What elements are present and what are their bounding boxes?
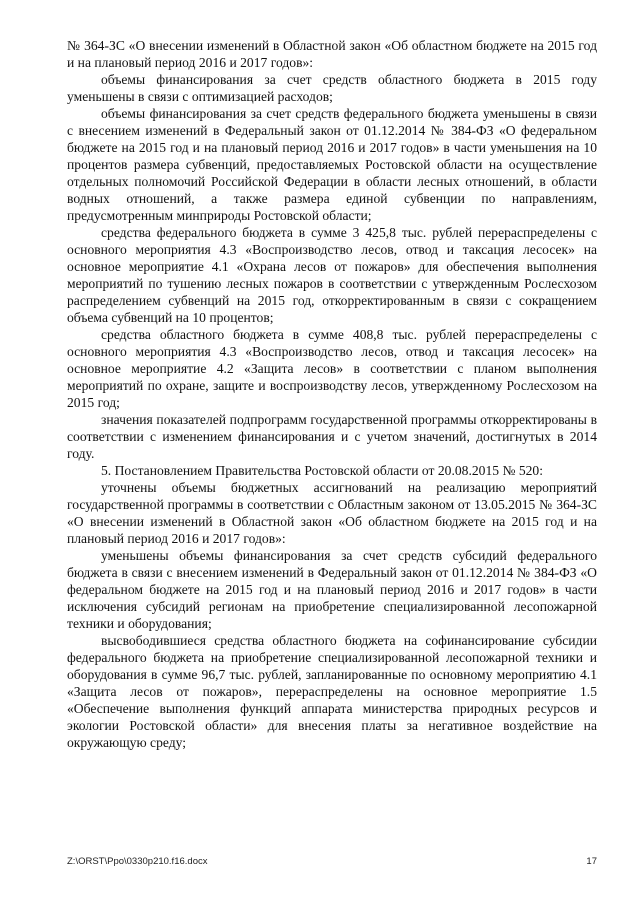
- page-number: 17: [586, 856, 597, 867]
- paragraph: уменьшены объемы финансирования за счет средств субсидий федерального бюджета в связи с внесением изменений в Федеральный закон от 01.12.2014 № 384-ФЗ «О федеральном бюджете на 2015 год и на плановый период 2016 и 2017 годов» в части исключения субсидий регионам на приобретение специализированной лесопожарной техники и оборудования;: [67, 548, 597, 631]
- paragraph: уточнены объемы бюджетных ассигнований на реализацию мероприятий государственной программы в соответствии с Областным законом от 13.05.2015 № 364-ЗС «О внесении изменений в Областной закон «Об областном бюджете на 2015 год и на плановый период 2016 и 2017 годов»:: [67, 480, 597, 546]
- page-footer: [67, 856, 597, 870]
- numbered-paragraph: 5. Постановлением Правительства Ростовской области от 20.08.2015 № 520:: [101, 463, 543, 478]
- paragraph-continuation: № 364-ЗС «О внесении изменений в Областной закон «Об областном бюджете на 2015 год и на плановый период 2016 и 2017 годов»:: [67, 38, 597, 70]
- paragraph: значения показателей подпрограмм государственной программы откорректированы в соответствии с изменением финансирования и с учетом значений, достигнутых в 2014 году.: [67, 412, 597, 461]
- paragraph: средства федерального бюджета в сумме 3 425,8 тыс. рублей перераспределены с основного мероприятия 4.3 «Воспроизводство лесов, отвод и таксация лесосек» на основное мероприятие 4.1 «Охрана лесов от пожаров» для обеспечения выполнения мероприятий по тушению лесных пожаров в соответствии с утвержденным Рослесхозом распределением субвенций на 2015 год, откорректированным в связи с сокращением объема субвенций на 10 процентов;: [67, 225, 597, 325]
- paragraph: средства областного бюджета в сумме 408,8 тыс. рублей перераспределены с основного мероприятия 4.3 «Воспроизводство лесов, отвод и таксация лесосек» на основное мероприятие 4.2 «Защита лесов» в соответствии с планом выполнения мероприятий по охране, защите и воспроизводству лесов, утвержденному Рослесхозом на 2015 год;: [67, 327, 597, 410]
- paragraph: объемы финансирования за счет средств областного бюджета в 2015 году уменьшены в связи с оптимизацией расходов;: [67, 72, 597, 104]
- paragraph: объемы финансирования за счет средств федерального бюджета уменьшены в связи с внесением изменений в Федеральный закон от 01.12.2014 № 384-ФЗ «О федеральном бюджете на 2015 год и на плановый период 2016 и 2017 годов» в части уменьшения на 10 процентов размера субвенций, предоставляемых Ростовской области на осуществление отдельных полномочий Российской Федерации в области лесных отношений, в области водных отношений, а также размера единой субвенции по направлениям, предусмотренным минприроды Ростовской области;: [67, 106, 597, 223]
- footer-file-path: Z:\ORST\Ppo\0330p210.f16.docx: [67, 856, 208, 867]
- document-body: [67, 37, 597, 751]
- paragraph: высвободившиеся средства областного бюджета на софинансирование субсидии федерального бюджета на приобретение специализированной лесопожарной техники и оборудования в сумме 96,7 тыс. рублей, запланированные по основному мероприятию 4.1 «Защита лесов от пожаров», перераспределены на основное мероприятие 1.5 «Обеспечение выполнения функций аппарата министерства природных ресурсов и экологии Ростовской области» для внесения платы за негативное воздействие на окружающую среду;: [67, 633, 597, 750]
